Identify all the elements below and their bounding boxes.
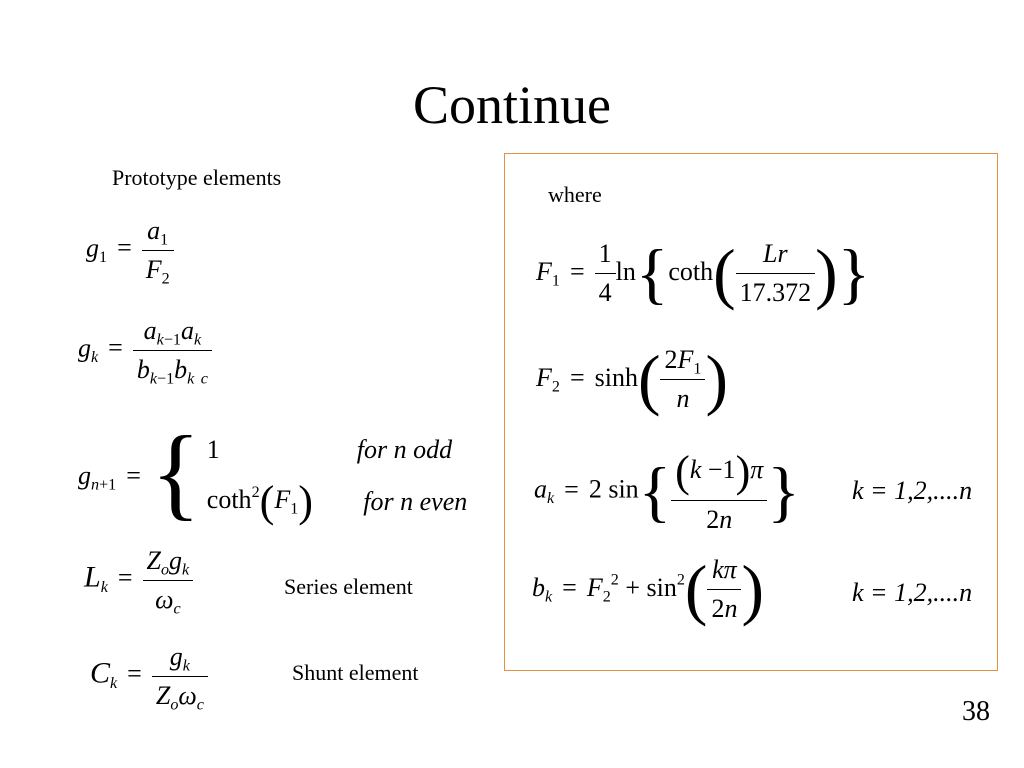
equation-g1: $g_1$ = $\frac{a_1}{F_2}$ — [86, 218, 174, 283]
series-element-label: Series element — [284, 574, 413, 599]
ak-k-range: k = 1,2,....n — [852, 476, 973, 505]
page-number: 38 — [962, 696, 990, 727]
equation-gk: $g_k$ = $\frac{a_{k-1}a_k}{b_{k-1}b_k _c}$ — [78, 318, 212, 383]
prototype-elements-heading: Prototype elements — [112, 165, 282, 190]
where-label: where — [548, 182, 602, 207]
equation-f2: $F_2 = \sinh$( $\frac{2F_1}{n}$ ) — [536, 342, 728, 417]
slide-title: Continue — [413, 75, 611, 135]
shunt-element-label: Shunt element — [292, 660, 419, 685]
equation-ck: $C_k$ = $\frac{g_k}{Z_o\omega_c}$ — [90, 644, 208, 709]
f1-constant: 17.372 — [739, 278, 812, 308]
equation-f1: $F_1$ = $\frac{1}{4}$ ln{coth( $\frac{Lr}{17.372}$ )} — [536, 236, 871, 311]
equation-lk: $L_k$ = $\frac{Z_og_k}{\omega_c}$ — [84, 548, 193, 613]
equation-ak: $a_k = 2$ sin{ $\frac{(k -1)\pi}{2n}$ } — [534, 447, 800, 535]
equation-bk: $b_k = F_2^2 + \sin^2$( $\frac{k\pi}{2n}$ ) — [532, 552, 764, 627]
equation-gn-plus-1: $g_{n+1}$ = { 1 for n odd $\cot h^2(F_1)$ for n even — [78, 415, 468, 530]
bk-k-range: k = 1,2,....n — [852, 578, 973, 607]
